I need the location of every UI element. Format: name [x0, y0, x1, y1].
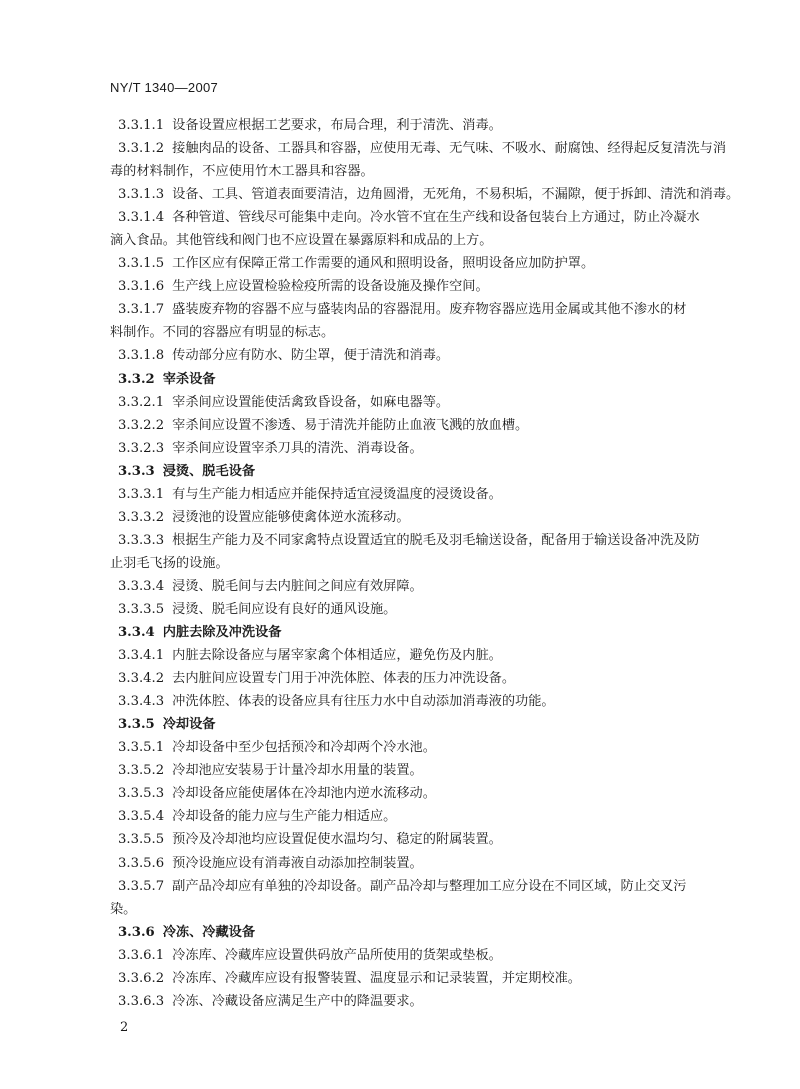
section-title: 宰杀设备: [162, 371, 216, 387]
section-title: 内脏去除及冲洗设备: [162, 625, 282, 641]
clause-number: 3.3.6.3: [118, 993, 165, 1009]
clause-number: 3.3.6.2: [118, 970, 165, 986]
clause-text: 毒的材料制作，不应使用竹木工器具和容器。: [110, 164, 374, 180]
section-heading: [118, 368, 750, 391]
clause-line: [118, 944, 750, 967]
clause-continuation: [110, 898, 750, 921]
clause-number: 3.3.5.2: [118, 763, 165, 779]
clause-line: [118, 414, 750, 437]
clause-line: [118, 206, 750, 229]
clause-number: 3.3.1.7: [118, 302, 165, 318]
clause-line: [118, 344, 750, 367]
clause-continuation: [110, 552, 750, 575]
section-heading: [118, 460, 750, 483]
clause-number: 3.3.3.4: [118, 578, 165, 594]
section-title: 冷冻、冷藏设备: [162, 924, 256, 940]
clause-number: 3.3.3.5: [118, 601, 165, 617]
clause-text: 盛装废弃物的容器不应与盛装肉品的容器混用。废弃物容器应选用金属或其他不渗水的材: [172, 302, 687, 318]
clause-line: [118, 529, 750, 552]
clause-number: 3.3.1.1: [118, 118, 165, 133]
document-code-header: NY/T 1340—2007: [110, 80, 219, 95]
clause-number: 3.3.4.2: [118, 671, 165, 687]
clause-line: [118, 828, 750, 851]
section-title: 浸烫、脱毛设备: [162, 463, 256, 479]
clause-line: [118, 137, 750, 160]
clause-number: 3.3.4: [118, 625, 155, 641]
clause-text: 止羽毛飞扬的设施。: [110, 555, 229, 571]
page-number: 2: [120, 1020, 129, 1035]
clause-number: 3.3.3: [118, 463, 155, 479]
clause-text: 工作区应有保障正常工作需要的通风和照明设备，照明设备应加防护罩。: [172, 256, 595, 272]
clause-line: [118, 990, 750, 1013]
clause-line: [118, 114, 750, 137]
clause-number: 3.3.5.1: [118, 740, 165, 756]
clause-line: [118, 391, 750, 414]
clause-text: 冷却设备的能力应与生产能力相适应。: [172, 809, 397, 825]
clause-line: [118, 575, 750, 598]
clause-text: 浸烫、脱毛间应设有良好的通风设施。: [172, 601, 397, 617]
clause-number: 3.3.4.3: [118, 694, 165, 710]
clause-text: 冷却设备应能使屠体在冷却池内逆水流移动。: [172, 786, 436, 802]
clause-number: 3.3.2.3: [118, 440, 165, 456]
clause-number: 3.3.5.7: [118, 878, 165, 894]
clause-line: [118, 298, 750, 321]
clause-text: 浸烫、脱毛间与去内脏间之间应有效屏障。: [172, 578, 423, 594]
clause-text: 冷冻库、冷藏库应设置供码放产品所使用的货架或垫板。: [172, 947, 502, 963]
clause-line: [118, 690, 750, 713]
clause-number: 3.3.5.3: [118, 786, 165, 802]
clause-text: 冷却设备中至少包括预冷和冷却两个冷水池。: [172, 740, 436, 756]
clause-number: 3.3.1.4: [118, 210, 165, 226]
clause-text: 冷却池应安装易于计量冷却水用量的装置。: [172, 763, 423, 779]
clause-number: 3.3.5.5: [118, 832, 165, 848]
clause-text: 宰杀间应设置能使活禽致昏设备，如麻电器等。: [172, 394, 450, 410]
clause-number: 3.3.2: [118, 371, 155, 387]
clause-text: 预冷及冷却池均应设置促使水温均匀、稳定的附属装置。: [172, 832, 502, 848]
clause-number: 3.3.1.2: [118, 141, 165, 157]
clause-text: 冲洗体腔、体表的设备应具有往压力水中自动添加消毒液的功能。: [172, 694, 555, 710]
clause-text: 宰杀间应设置不渗透、易于清洗并能防止血液飞溅的放血槽。: [172, 417, 529, 433]
clause-line: [118, 667, 750, 690]
clause-number: 3.3.5.6: [118, 855, 165, 871]
clause-line: [118, 644, 750, 667]
clause-line: [118, 437, 750, 460]
clause-text: 料制作。不同的容器应有明显的标志。: [110, 325, 335, 341]
clause-line: [118, 252, 750, 275]
clause-text: 根据生产能力及不同家禽特点设置适宜的脱毛及羽毛输送设备，配备用于输送设备冲洗及防: [172, 532, 700, 548]
section-heading: [118, 713, 750, 736]
clause-text: 冷冻、冷藏设备应满足生产中的降温要求。: [172, 993, 423, 1009]
clause-number: 3.3.1.5: [118, 256, 165, 272]
clause-number: 3.3.2.2: [118, 417, 165, 433]
clause-number: 3.3.4.1: [118, 648, 165, 664]
clause-text: 副产品冷却应有单独的冷却设备。副产品冷却与整理加工应分设在不同区域，防止交叉污: [172, 878, 687, 894]
clause-text: 预冷设施应设有消毒液自动添加控制装置。: [172, 855, 423, 871]
clause-line: [118, 275, 750, 298]
clause-text: 接触肉品的设备、工器具和容器，应使用无毒、无气味、不吸水、耐腐蚀、经得起反复清洗与消: [172, 141, 727, 157]
clause-text: 冷冻库、冷藏库应设有报警装置、温度显示和记录装置，并定期校准。: [172, 970, 581, 986]
clause-continuation: [110, 321, 750, 344]
clause-line: [118, 782, 750, 805]
clause-text: 设备设置应根据工艺要求，布局合理，利于清洗、消毒。: [172, 118, 502, 133]
clause-line: [118, 736, 750, 759]
document-body: [110, 114, 750, 1013]
clause-text: 各种管道、管线尽可能集中走向。冷水管不宜在生产线和设备包装台上方通过，防止冷凝水: [172, 210, 700, 226]
clause-continuation: [110, 229, 750, 252]
clause-text: 内脏去除设备应与屠宰家禽个体相适应，避免伤及内脏。: [172, 648, 502, 664]
clause-number: 3.3.3.3: [118, 532, 165, 548]
clause-number: 3.3.1.3: [118, 187, 165, 203]
clause-number: 3.3.5: [118, 717, 155, 733]
clause-text: 设备、工具、管道表面要清洁，边角圆滑，无死角，不易积垢，不漏隙，便于拆卸、清洗和消毒。: [172, 187, 740, 203]
clause-number: 3.3.6: [118, 924, 155, 940]
section-heading: [118, 621, 750, 644]
clause-number: 3.3.5.4: [118, 809, 165, 825]
clause-text: 染。: [110, 901, 137, 917]
clause-line: [118, 852, 750, 875]
clause-text: 生产线上应设置检验检疫所需的设备设施及操作空间。: [172, 279, 489, 295]
clause-text: 传动部分应有防水、防尘罩，便于清洗和消毒。: [172, 348, 450, 364]
clause-line: [118, 506, 750, 529]
clause-line: [118, 805, 750, 828]
clause-line: [118, 183, 750, 206]
clause-number: 3.3.1.6: [118, 279, 165, 295]
clause-number: 3.3.3.2: [118, 509, 165, 525]
clause-line: [118, 759, 750, 782]
section-heading: [118, 921, 750, 944]
clause-line: [118, 598, 750, 621]
clause-line: [118, 967, 750, 990]
clause-continuation: [110, 160, 750, 183]
clause-line: [118, 875, 750, 898]
clause-text: 有与生产能力相适应并能保持适宜浸烫温度的浸烫设备。: [172, 486, 502, 502]
clause-text: 滴入食品。其他管线和阀门也不应设置在暴露原料和成品的上方。: [110, 233, 493, 249]
clause-text: 去内脏间应设置专门用于冲洗体腔、体表的压力冲洗设备。: [172, 671, 516, 687]
clause-number: 3.3.1.8: [118, 348, 165, 364]
clause-text: 宰杀间应设置宰杀刀具的清洗、消毒设备。: [172, 440, 423, 456]
clause-line: [118, 483, 750, 506]
clause-number: 3.3.6.1: [118, 947, 165, 963]
section-title: 冷却设备: [162, 717, 216, 733]
clause-number: 3.3.2.1: [118, 394, 165, 410]
clause-number: 3.3.3.1: [118, 486, 165, 502]
clause-text: 浸烫池的设置应能够使禽体逆水流移动。: [172, 509, 410, 525]
